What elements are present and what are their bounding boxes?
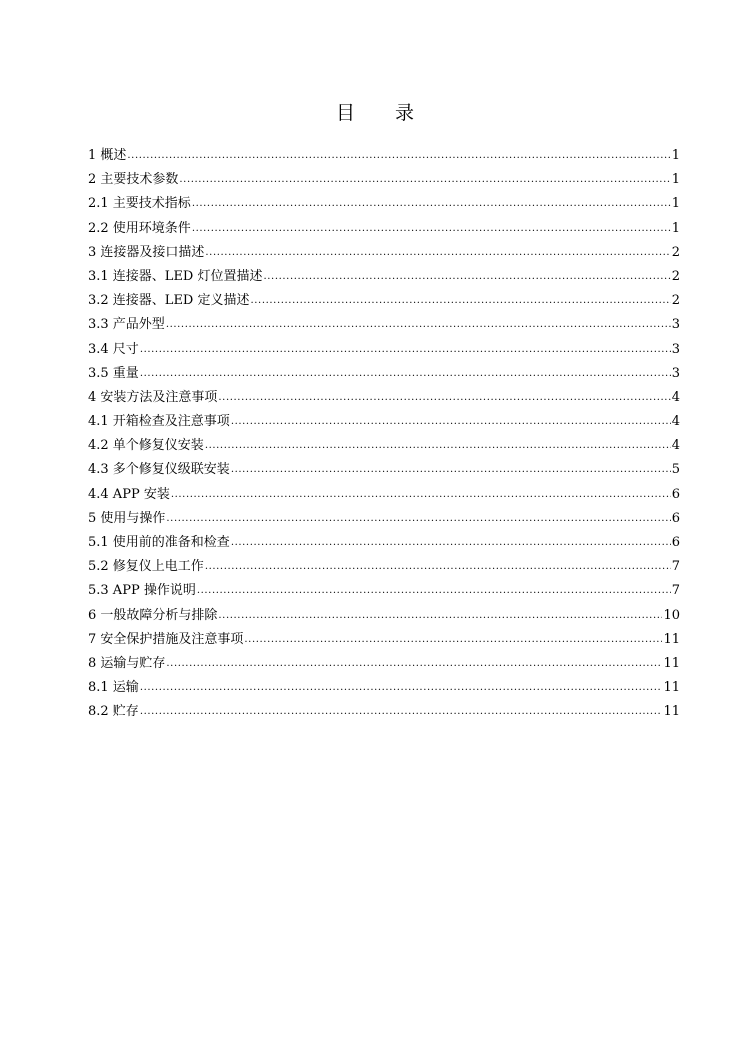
toc-entry-label: 1 概述 <box>88 148 127 163</box>
toc-entry-label: 6 一般故障分析与排除 <box>88 607 218 623</box>
toc-dot-leader <box>251 288 671 313</box>
page-title: 目 录 <box>335 102 432 124</box>
toc-entry[interactable] <box>88 700 680 724</box>
toc-page-number: 2 <box>671 293 680 309</box>
toc-entry-label: 3 连接器及接口描述 <box>88 244 205 260</box>
toc-dot-leader <box>205 240 670 265</box>
toc-dot-leader <box>264 264 671 289</box>
toc-page-number: 4 <box>671 414 680 430</box>
toc-page-number: 10 <box>663 607 680 623</box>
toc-entry[interactable] <box>88 144 680 168</box>
toc-entry[interactable] <box>88 531 680 555</box>
toc-entry[interactable] <box>88 628 680 652</box>
toc-entry[interactable] <box>88 289 680 313</box>
toc-entry-label: 3.3 产品外型 <box>88 317 165 333</box>
toc-entry-label: 8.2 贮存 <box>88 704 139 720</box>
toc-dot-leader <box>140 699 663 724</box>
toc-entry[interactable] <box>88 483 680 507</box>
toc-dot-leader <box>166 506 670 531</box>
toc-page-number: 1 <box>671 172 680 188</box>
toc-entry[interactable] <box>88 192 680 216</box>
toc-dot-leader <box>127 143 670 168</box>
toc-entry-label: 2.1 主要技术指标 <box>88 196 191 212</box>
toc-page-number: 2 <box>671 268 680 284</box>
toc-dot-leader <box>231 457 671 482</box>
toc-entry[interactable] <box>88 217 680 241</box>
toc-dot-leader <box>140 675 663 700</box>
toc-page-number: 5 <box>671 462 680 478</box>
toc-entry-label: 4.3 多个修复仪级联安装 <box>88 462 230 478</box>
toc-entry[interactable] <box>88 676 680 700</box>
toc-dot-leader <box>166 651 662 676</box>
toc-entry-label: 3.4 尺寸 <box>88 341 139 357</box>
toc-page-number: 1 <box>671 148 680 163</box>
toc-page-number: 3 <box>671 365 680 381</box>
toc-dot-leader <box>205 554 671 579</box>
toc-page-number: 7 <box>671 559 680 575</box>
toc-entry[interactable] <box>88 168 680 192</box>
toc-page-number: 11 <box>663 680 680 696</box>
toc-entry[interactable] <box>88 434 680 458</box>
toc-entry-label: 4.2 单个修复仪安装 <box>88 438 204 454</box>
toc-page-number: 4 <box>671 389 680 405</box>
toc-page-number: 11 <box>663 655 680 671</box>
toc-dot-leader <box>205 433 671 458</box>
toc-dot-leader <box>179 167 670 192</box>
toc-dot-leader <box>140 361 671 386</box>
toc-dot-leader <box>218 385 670 410</box>
toc-page-number: 6 <box>671 535 680 550</box>
toc-entry-label: 3.2 连接器、LED 定义描述 <box>88 293 250 309</box>
toc-dot-leader <box>244 627 662 652</box>
toc-entry-label: 5.2 修复仪上电工作 <box>88 559 204 575</box>
toc-page-number: 6 <box>671 486 680 502</box>
toc-entry[interactable] <box>88 579 680 603</box>
toc-entry-label: 8 运输与贮存 <box>88 655 166 671</box>
toc-page-number: 1 <box>671 220 680 236</box>
toc-entry[interactable] <box>88 507 680 531</box>
toc-entry-label: 3.1 连接器、LED 灯位置描述 <box>88 268 263 284</box>
toc-entry[interactable] <box>88 313 680 337</box>
toc-page-number: 11 <box>663 631 680 647</box>
table-of-contents <box>88 144 680 725</box>
toc-entry[interactable] <box>88 604 680 628</box>
toc-dot-leader <box>171 482 671 507</box>
toc-entry-label: 2 主要技术参数 <box>88 172 179 188</box>
toc-page-number: 3 <box>671 317 680 333</box>
toc-entry-label: 5.3 APP 操作说明 <box>88 583 196 599</box>
toc-page-number: 7 <box>671 583 680 599</box>
toc-entry[interactable] <box>88 265 680 289</box>
toc-entry-label: 4 安装方法及注意事项 <box>88 389 218 405</box>
toc-page-number: 4 <box>671 438 680 454</box>
toc-entry-label: 5 使用与操作 <box>88 510 166 526</box>
toc-page-number: 6 <box>671 510 680 526</box>
toc-entry-label: 7 安全保护措施及注意事项 <box>88 631 244 647</box>
toc-entry-label: 4.4 APP 安装 <box>88 486 170 502</box>
toc-dot-leader <box>231 409 671 434</box>
toc-page-number: 11 <box>663 704 680 720</box>
toc-entry[interactable] <box>88 410 680 434</box>
toc-dot-leader <box>231 530 671 555</box>
toc-dot-leader <box>192 216 671 241</box>
toc-dot-leader <box>140 337 671 362</box>
toc-dot-leader <box>218 603 662 628</box>
toc-entry-label: 5.1 使用前的准备和检查 <box>88 535 230 550</box>
toc-dot-leader <box>197 578 671 603</box>
toc-page-number: 1 <box>671 196 680 212</box>
toc-page-number: 3 <box>671 341 680 357</box>
toc-entry-label: 3.5 重量 <box>88 365 139 381</box>
toc-dot-leader <box>192 191 671 216</box>
toc-dot-leader <box>166 312 671 337</box>
toc-entry[interactable] <box>88 652 680 676</box>
toc-entry[interactable] <box>88 338 680 362</box>
toc-entry[interactable] <box>88 555 680 579</box>
toc-entry[interactable] <box>88 386 680 410</box>
toc-entry[interactable] <box>88 241 680 265</box>
toc-entry-label: 8.1 运输 <box>88 680 139 696</box>
toc-entry-label: 4.1 开箱检查及注意事项 <box>88 414 230 430</box>
toc-entry[interactable] <box>88 458 680 482</box>
toc-entry[interactable] <box>88 362 680 386</box>
toc-page-number: 2 <box>671 244 680 260</box>
toc-entry-label: 2.2 使用环境条件 <box>88 220 191 236</box>
